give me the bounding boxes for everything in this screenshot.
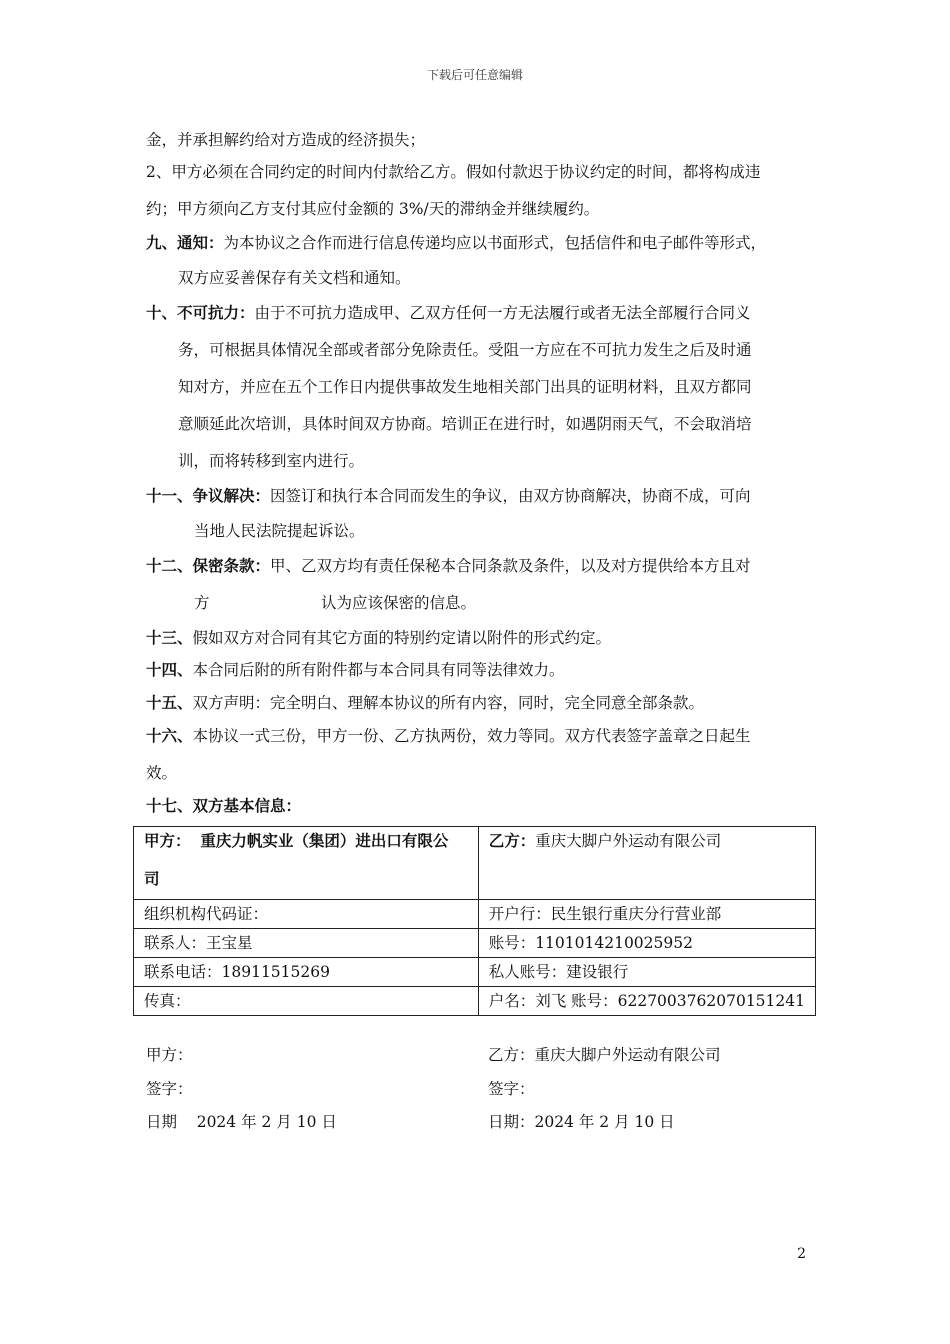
clause-text: 甲、乙双方均有责任保秘本合同条款及条件，以及对方提供给本方且对 [270,557,751,575]
clause-number: 十六、 [146,726,193,745]
clause-text: 为本协议之合作而进行信息传递均应以书面形式，包括信件和电子邮件等形式， [223,234,767,252]
table-cell: 账号：1101014210025952 [478,929,815,958]
body-line: 当地人民法院提起诉讼。 [194,522,365,540]
clause-number: 十四、 [146,660,193,679]
table-cell: 户名：刘飞 账号：6227003762070151241 [478,987,815,1016]
body-line: 效。 [146,764,178,782]
clause-text: 假如双方对合同有其它方面的特别约定请以附件的形式约定。 [192,629,612,647]
table-row [134,987,816,1016]
table-cell: 私人账号：建设银行 [478,958,815,987]
page-header: 下载后可任意编辑 [426,68,523,82]
clause-text: 双方声明：完全明白、理解本协议的所有内容，同时，完全同意全部条款。 [192,694,705,712]
sig-yi-sign: 签字： [488,1080,535,1098]
body-line: 认为应该保密的信息。 [321,594,477,612]
body-line: 知对方，并应在五个工作日内提供事故发生地相关部门出具的证明材料，且双方都同 [178,378,752,396]
clause-13 [146,628,611,648]
clause-title: 十一、争议解决： [146,486,271,505]
table-row [134,827,816,900]
table-row [134,900,816,929]
body-line: 训，而将转移到室内进行。 [178,452,365,470]
table-cell: 联系电话：18911515269 [134,958,479,987]
body-line: 2、甲方必须在合同约定的时间内付款给乙方。假如付款迟于协议约定的时间，都将构成违 [146,163,761,181]
yi-label: 乙方： [488,831,536,850]
body-line: 双方应妥善保存有关文档和通知。 [178,269,411,287]
jia-party-cell [134,827,479,900]
sig-yi-date: 日期：2024 年 2 月 10 日 [488,1113,675,1131]
party-info-table [133,826,816,1016]
jia-name: 重庆力帆实业（集团）进出口有限公 [200,831,449,850]
clause-text: 本合同后附的所有附件都与本合同具有同等法律效力。 [192,661,565,679]
sig-yi-label: 乙方：重庆大脚户外运动有限公司 [488,1046,721,1064]
clause-14 [146,660,565,680]
sig-jia-label: 甲方： [146,1046,193,1064]
page-number: 2 [797,1246,806,1262]
clause-number: 十三、 [146,628,193,647]
table-cell: 联系人：王宝星 [134,929,479,958]
clause-title: 十二、保密条款： [146,556,271,575]
clause-text: 本协议一式三份，甲方一份、乙方执两份，效力等同。双方代表签字盖章之日起生 [192,727,751,745]
clause-11 [146,486,751,506]
table-cell: 开户行：民生银行重庆分行营业部 [478,900,815,929]
body-line: 约；甲方须向乙方支付其应付金额的 3%/天的滞纳金并继续履约。 [146,200,600,218]
table-cell: 传真： [134,987,479,1016]
clause-title: 十、不可抗力： [146,303,255,322]
body-line: 意顺延此次培训，具体时间双方协商。培训正在进行时，如遇阴雨天气，不会取消培 [178,415,752,433]
clause-text: 由于不可抗力造成甲、乙双方任何一方无法履行或者无法全部履行合同义 [254,304,751,322]
body-line: 方 [194,594,210,612]
yi-name: 重庆大脚户外运动有限公司 [535,832,722,850]
clause-12 [146,556,751,576]
table-row [134,929,816,958]
table-cell: 组织机构代码证： [134,900,479,929]
body-line: 务，可根据具体情况全部或者部分免除责任。受阻一方应在不可抗力发生之后及时通 [178,341,752,359]
sig-jia-sign: 签字： [146,1080,193,1098]
table-row [134,958,816,987]
clause-10 [146,303,751,323]
clause-9 [146,233,766,253]
clause-number: 十五、 [146,693,193,712]
sig-jia-date: 日期 2024 年 2 月 10 日 [146,1113,337,1131]
clause-15 [146,693,704,713]
yi-party-cell [478,827,815,900]
clause-title: 九、通知： [146,233,224,252]
jia-name-cont: 司 [144,869,160,888]
body-line: 金，并承担解约给对方造成的经济损失； [146,131,426,149]
clause-16 [146,726,751,746]
clause-text: 因签订和执行本合同而发生的争议，由双方协商解决，协商不成，可向 [270,487,751,505]
clause-17-title: 十七、双方基本信息： [146,796,302,815]
jia-label: 甲方： [144,831,191,850]
